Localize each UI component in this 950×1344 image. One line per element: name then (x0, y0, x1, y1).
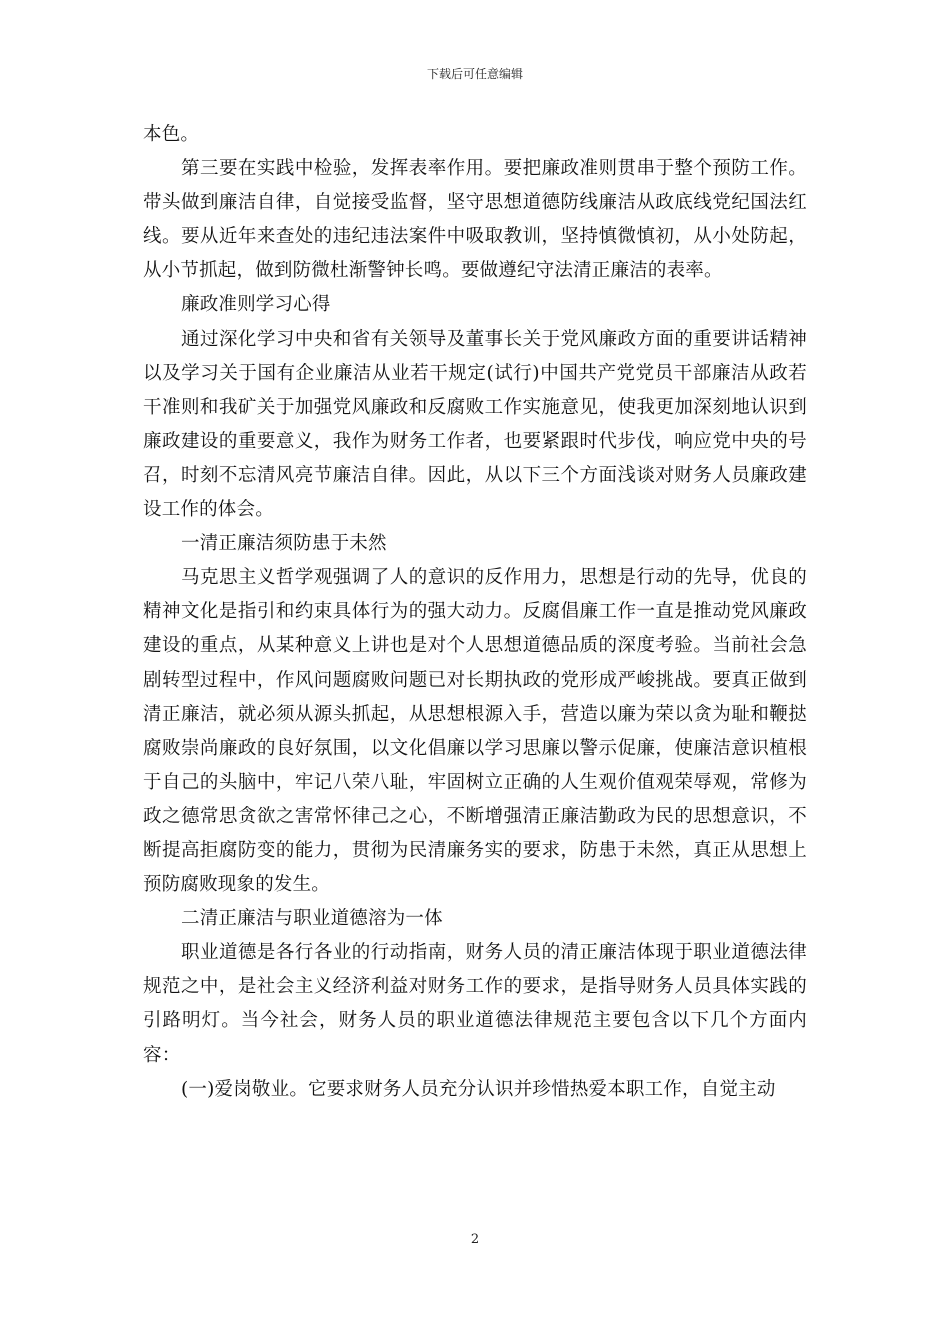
document-body (143, 118, 807, 1107)
subheading-one: 一清正廉洁须防患于未然 (181, 533, 387, 555)
page-header-note: 下载后可任意编辑 (426, 67, 523, 81)
paragraph-continuation: 本色。 (143, 124, 200, 145)
subheading-two: 二清正廉洁与职业道德溶为一体 (181, 908, 443, 930)
paragraph-intro: 通过深化学习中央和省有关领导及董事长关于党风廉政方面的重要讲话精神以及学习关于国有企业廉洁从业若干规定(试行)中国共产党党员干部廉洁从政若干准则和我矿关于加强党风廉政和反腐败工作实施意见，使我更加深刻地认识到廉政建设的重要意义，我作为财务工作者，也要紧跟时代步伐，响应党中央的号召，时刻不忘清风亮节廉洁自律。因此，从以下三个方面浅谈对财务人员廉政建设工作的体会。 (143, 328, 807, 521)
paragraph-third-point: 第三要在实践中检验，发挥表率作用。要把廉政准则贯串于整个预防工作。带头做到廉洁自律，自觉接受监督，坚守思想道德防线廉洁从政底线党纪国法红线。要从近年来查处的违纪违法案件中吸取教训，坚持慎微慎初，从小处防起，从小节抓起，做到防微杜渐警钟长鸣。要做遵纪守法清正廉洁的表率。 (143, 158, 807, 282)
paragraph-dedication: (一)爱岗敬业。它要求财务人员充分认识并珍惜热爱本职工作，自觉主动 (181, 1078, 776, 1100)
page-number: 2 (470, 1232, 480, 1247)
section-title: 廉政准则学习心得 (181, 294, 331, 316)
paragraph-ethics: 职业道德是各行各业的行动指南，财务人员的清正廉洁体现于职业道德法律规范之中，是社会主义经济利益对财务工作的要求，是指导财务人员具体实践的引路明灯。当今社会，财务人员的职业道德法律规范主要包含以下几个方面内容： (143, 942, 807, 1066)
paragraph-prevention: 马克思主义哲学观强调了人的意识的反作用力，思想是行动的先导，优良的精神文化是指引和约束具体行为的强大动力。反腐倡廉工作一直是推动党风廉政建设的重点，从某种意义上讲也是对个人思想道德品质的深度考验。当前社会急剧转型过程中，作风问题腐败问题已对长期执政的党形成严峻挑战。要真正做到清正廉洁，就必须从源头抓起，从思想根源入手，营造以廉为荣以贪为耻和鞭挞腐败崇尚廉政的良好氛围，以文化倡廉以学习思廉以警示促廉，使廉洁意识植根于自己的头脑中，牢记八荣八耻，牢固树立正确的人生观价值观荣辱观，常修为政之德常思贪欲之害常怀律己之心，不断增强清正廉洁勤政为民的思想意识，不断提高拒腐防变的能力，贯彻为民清廉务实的要求，防患于未然，真正从思想上预防腐败现象的发生。 (143, 567, 807, 896)
